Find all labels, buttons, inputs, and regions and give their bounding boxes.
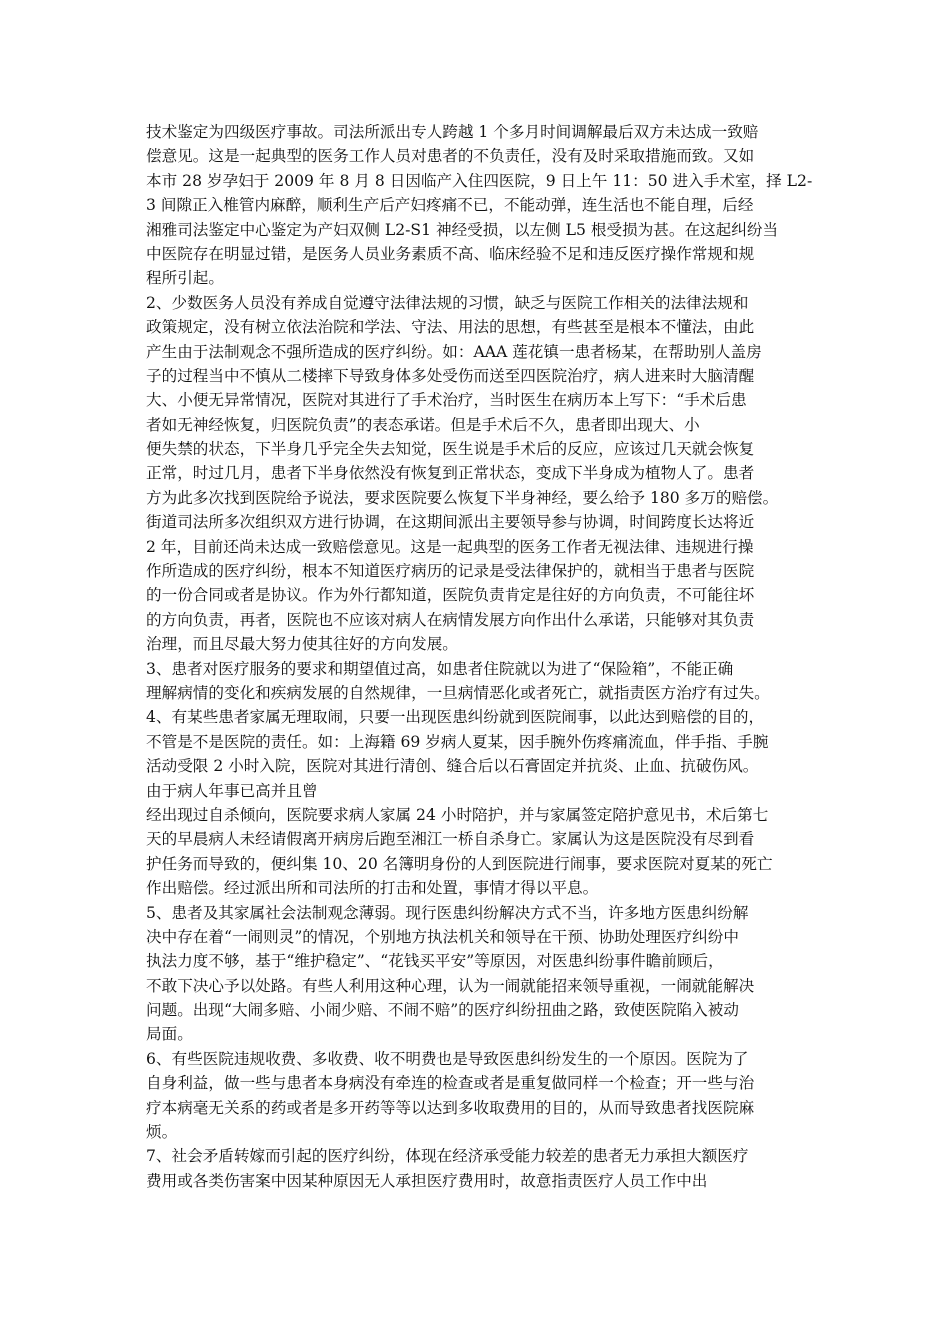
document-body bbox=[146, 120, 811, 1193]
text-line: 大、小便无异常情况，医院对其进行了手术治疗，当时医生在病历本上写下：“手术后患 bbox=[146, 391, 747, 410]
text-line: 3 间隙正入椎管内麻醉，顺利生产后产妇疼痛不已，不能动弹，连生活也不能自理，后经 bbox=[146, 196, 754, 215]
text-line: 2 年，目前还尚未达成一致赔偿意见。这是一起典型的医务工作者无视法律、违规进行操 bbox=[146, 537, 754, 556]
text-line: 程所引起。 bbox=[146, 269, 224, 288]
text-line: 街道司法所多次组织双方进行协调，在这期间派出主要领导参与协调，时间跨度长达将近 bbox=[146, 513, 755, 532]
text-line: 政策规定，没有树立依法治院和学法、守法、用法的思想，有些甚至是根本不懂法，由此 bbox=[146, 318, 755, 337]
text-line: 的方向负责，再者，医院也不应该对病人在病情发展方向作出什么承诺，只能够对其负责 bbox=[146, 610, 755, 629]
text-line: 作出赔偿。经过派出所和司法所的打击和处置，事情才得以平息。 bbox=[146, 879, 599, 898]
text-line: 天的早晨病人未经请假离开病房后跑至湘江一桥自杀身亡。家属认为这是医院没有尽到看 bbox=[146, 830, 755, 849]
text-line: 4、有某些患者家属无理取闹，只要一出现医患纠纷就到医院闹事，以此达到赔偿的目的， bbox=[146, 708, 765, 727]
text-line: 的一份合同或者是协议。作为外行都知道，医院负责肯定是往好的方向负责，不可能往坏 bbox=[146, 586, 755, 605]
text-line: 正常，时过几月，患者下半身依然没有恢复到正常状态，变成下半身成为植物人了。患者 bbox=[146, 464, 755, 483]
text-line: 疗本病毫无关系的药或者是多开药等等以达到多收取费用的目的，从而导致患者找医院麻 bbox=[146, 1098, 755, 1117]
text-line: 问题。出现“大闹多赔、小闹少赔、不闹不赔”的医疗纠纷扭曲之路，致使医院陷入被动 bbox=[146, 1001, 739, 1020]
text-line: 本市 28 岁孕妇于 2009 年 8 月 8 日因临产入住四医院，9 日上午 11：50 进入手术室，择 L2- bbox=[146, 171, 813, 190]
text-line: 不管是不是医院的责任。如：上海籍 69 岁病人夏某，因手腕外伤疼痛流血，伴手指、手腕 bbox=[146, 732, 769, 751]
text-line: 者如无神经恢复，归医院负责”的表态承诺。但是手术后不久，患者即出现大、小 bbox=[146, 415, 700, 434]
text-line: 护任务而导致的，便纠集 10、20 名簿明身份的人到医院进行闹事，要求医院对夏某的死亡 bbox=[146, 854, 773, 873]
text-line: 技术鉴定为四级医疗事故。司法所派出专人跨越 1 个多月时间调解最后双方未达成一致赔 bbox=[146, 123, 759, 141]
text-line: 方为此多次找到医院给予说法，要求医院要么恢复下半身神经，要么给予 180 多万的赔偿。 bbox=[146, 488, 779, 507]
text-line: 5、患者及其家属社会法制观念薄弱。现行医患纠纷解决方式不当，许多地方医患纠纷解 bbox=[146, 903, 749, 922]
text-line: 局面。 bbox=[146, 1025, 193, 1044]
text-line: 费用或各类伤害案中因某种原因无人承担医疗费用时，故意指责医疗人员工作中出 bbox=[146, 1171, 708, 1190]
text-line: 不敢下决心予以处路。有些人利用这种心理，认为一闹就能招来领导重视，一闹就能解决 bbox=[146, 976, 755, 995]
text-line: 由于病人年事已高并且曾 bbox=[146, 781, 318, 800]
text-line: 7、社会矛盾转嫁而引起的医疗纠纷，体现在经济承受能力较差的患者无力承担大额医疗 bbox=[146, 1147, 749, 1166]
text-line: 偿意见。这是一起典型的医务工作人员对患者的不负责任，没有及时采取措施而致。又如 bbox=[146, 147, 755, 166]
text-line: 执法力度不够，基于“维护稳定”、“花钱买平安”等原因，对医患纠纷事件瞻前顾后， bbox=[146, 952, 724, 971]
text-line: 中医院存在明显过错，是医务人员业务素质不高、临床经验不足和违反医疗操作常规和规 bbox=[146, 244, 755, 263]
text-line: 子的过程当中不慎从二楼摔下导致身体多处受伤而送至四医院治疗，病人进来时大脑清醒 bbox=[146, 366, 755, 385]
text-line: 治理，而且尽最大努力使其往好的方向发展。 bbox=[146, 635, 458, 654]
text-line: 2、少数医务人员没有养成自觉遵守法律法规的习惯，缺乏与医院工作相关的法律法规和 bbox=[146, 293, 749, 312]
text-line: 湘雅司法鉴定中心鉴定为产妇双侧 L2-S1 神经受损，以左侧 L5 根受损为甚。在这起纠纷当 bbox=[146, 220, 779, 239]
text-line: 3、患者对医疗服务的要求和期望值过高，如患者住院就以为进了“保险箱”，不能正确 bbox=[146, 659, 734, 678]
text-line: 理解病情的变化和疾病发展的自然规律，一旦病情恶化或者死亡，就指责医方治疗有过失。 bbox=[146, 683, 770, 702]
text-line: 烦。 bbox=[146, 1123, 178, 1142]
text-line: 活动受限 2 小时入院，医院对其进行清创、缝合后以石膏固定并抗炎、止血、抗破伤风。 bbox=[146, 757, 759, 776]
text-line: 自身利益，做一些与患者本身病没有牵连的检查或者是重复做同样一个检查；开一些与治 bbox=[146, 1074, 755, 1093]
text-line: 作所造成的医疗纠纷，根本不知道医疗病历的记录是受法律保护的，就相当于患者与医院 bbox=[146, 562, 755, 581]
text-line: 经出现过自杀倾向，医院要求病人家属 24 小时陪护，并与家属签定陪护意见书，术后第七 bbox=[146, 805, 769, 824]
text-line: 决中存在着“一闹则灵”的情况，个别地方执法机关和领导在干预、协助处理医疗纠纷中 bbox=[146, 927, 739, 946]
text-line: 便失禁的状态，下半身几乎完全失去知觉，医生说是手术后的反应，应该过几天就会恢复 bbox=[146, 440, 755, 459]
text-line: 产生由于法制观念不强所造成的医疗纠纷。如：AAA 莲花镇一患者杨某，在帮助别人盖房 bbox=[146, 342, 762, 361]
text-line: 6、有些医院违规收费、多收费、收不明费也是导致医患纠纷发生的一个原因。医院为了 bbox=[146, 1049, 749, 1068]
